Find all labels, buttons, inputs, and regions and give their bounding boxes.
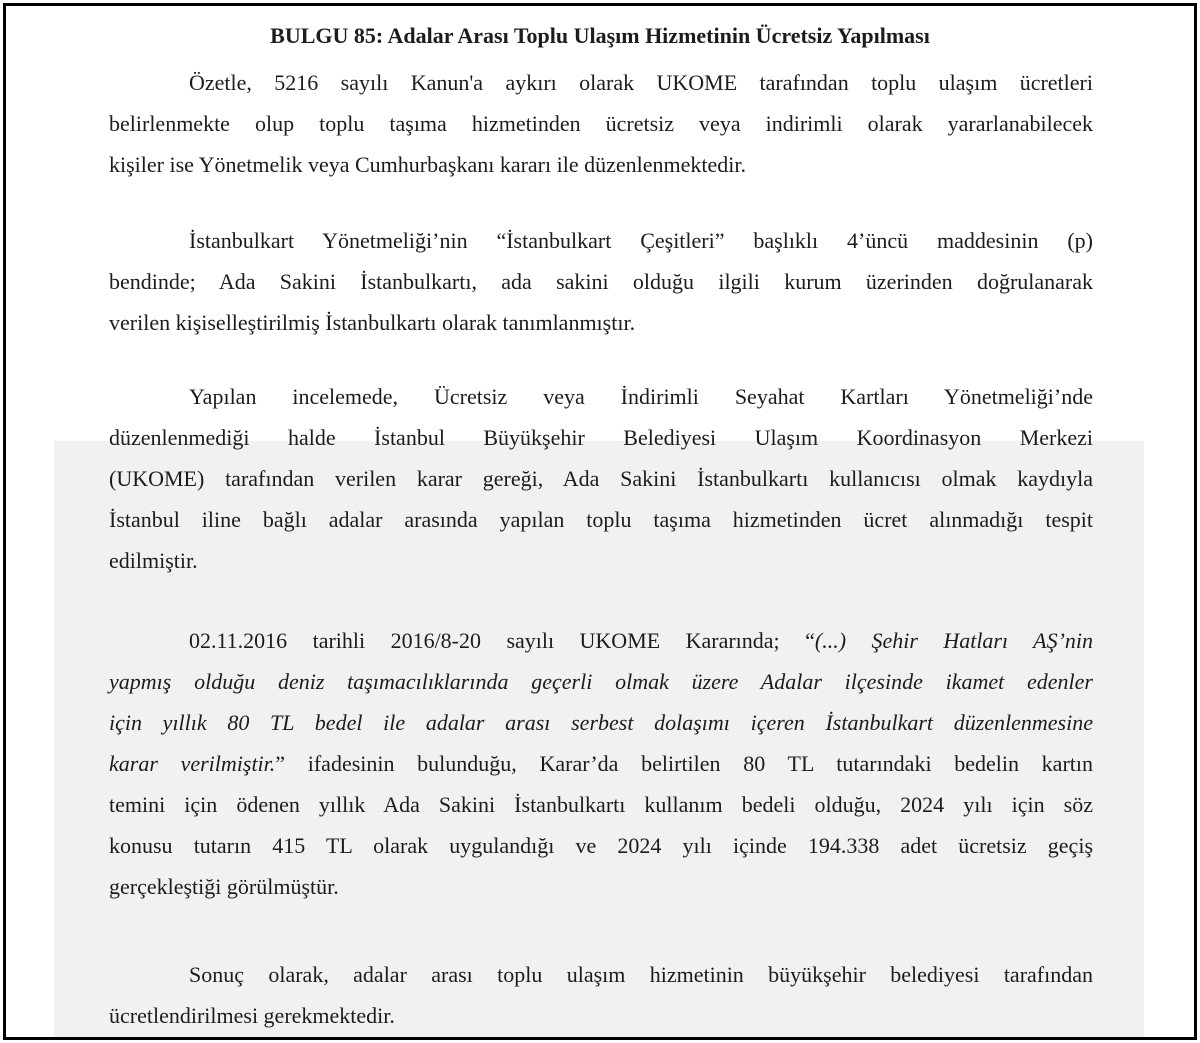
text-line [109,743,1093,784]
text-line: edilmiştir. [109,548,198,573]
text-line [109,620,1093,661]
paragraph-ukome-decision [109,620,1093,907]
text-line: Özetle, 5216 sayılı Kanun'a aykırı olarak UKOME tarafından toplu ulaşım ücretleri [189,70,1093,95]
paragraph-regulation [109,220,1093,343]
text-line: verilen kişiselleştirilmiş İstanbulkartı olarak tanımlanmıştır. [109,310,636,335]
paragraph-examination [109,376,1093,581]
text-line: kişiler ise Yönetmelik veya Cumhurbaşkanı kararı ile düzenlenmektedir. [109,152,746,177]
quoted-decision-text: için yıllık 80 TL bedel ile adalar arası serbest dolaşımı içeren İstanbulkart düzenlenmesine [109,710,1093,735]
text-line: konusu tutarın 415 TL olarak uygulandığı ve 2024 yılı içinde 194.338 adet ücretsiz geçiş [109,833,1093,858]
paragraph-conclusion [109,954,1093,1036]
text-line: gerçekleştiği görülmüştür. [109,874,339,899]
text-line: Sonuç olarak, adalar arası toplu ulaşım hizmetinin büyükşehir belediyesi tarafından [189,962,1093,987]
text-plain: ” ifadesinin bulunduğu, Karar’da belirtilen 80 TL tutarındaki bedelin kartın [275,751,1093,776]
document-frame [3,3,1197,1040]
text-line: belirlenmekte olup toplu taşıma hizmetinden ücretsiz veya indirimli olarak yararlanabilecek [109,111,1093,136]
text-line: İstanbul iline bağlı adalar arasında yapılan toplu taşıma hizmetinden ücret alınmadığı tespit [109,507,1093,532]
quoted-decision-text: (...) Şehir Hatları AŞ’nin [814,628,1094,653]
paragraph-summary [109,62,1093,185]
text-line: İstanbulkart Yönetmeliği’nin “İstanbulkart Çeşitleri” başlıklı 4’üncü maddesinin (p) [189,228,1093,253]
text-line: Yapılan incelemede, Ücretsiz veya İndirimli Seyahat Kartları Yönetmeliği’nde [189,384,1093,409]
document-page [6,6,1194,1037]
quoted-decision-text: karar verilmiştir. [109,751,276,776]
finding-title: BULGU 85: Adalar Arası Toplu Ulaşım Hizmetinin Ücretsiz Yapılması [270,23,930,48]
text-line: (UKOME) tarafından verilen karar gereği, Ada Sakini İstanbulkartı kullanıcısı olmak kaydıyla [109,466,1093,491]
text-line [109,702,1093,743]
text-line: temini için ödenen yıllık Ada Sakini İstanbulkartı kullanım bedeli olduğu, 2024 yılı için söz [109,792,1093,817]
quoted-decision-text: yapmış olduğu deniz taşımacılıklarında geçerli olmak üzere Adalar ilçesinde ikamet edenler [109,669,1093,694]
text-line: ücretlendirilmesi gerekmektedir. [109,1003,395,1028]
text-line [109,661,1093,702]
text-line: bendinde; Ada Sakini İstanbulkartı, ada sakini olduğu ilgili kurum üzerinden doğrulanarak [109,269,1093,294]
text-line: düzenlenmediği halde İstanbul Büyükşehir Belediyesi Ulaşım Koordinasyon Merkezi [109,425,1093,450]
text-plain: 02.11.2016 tarihli 2016/8-20 sayılı UKOME Kararında; “ [189,628,815,653]
